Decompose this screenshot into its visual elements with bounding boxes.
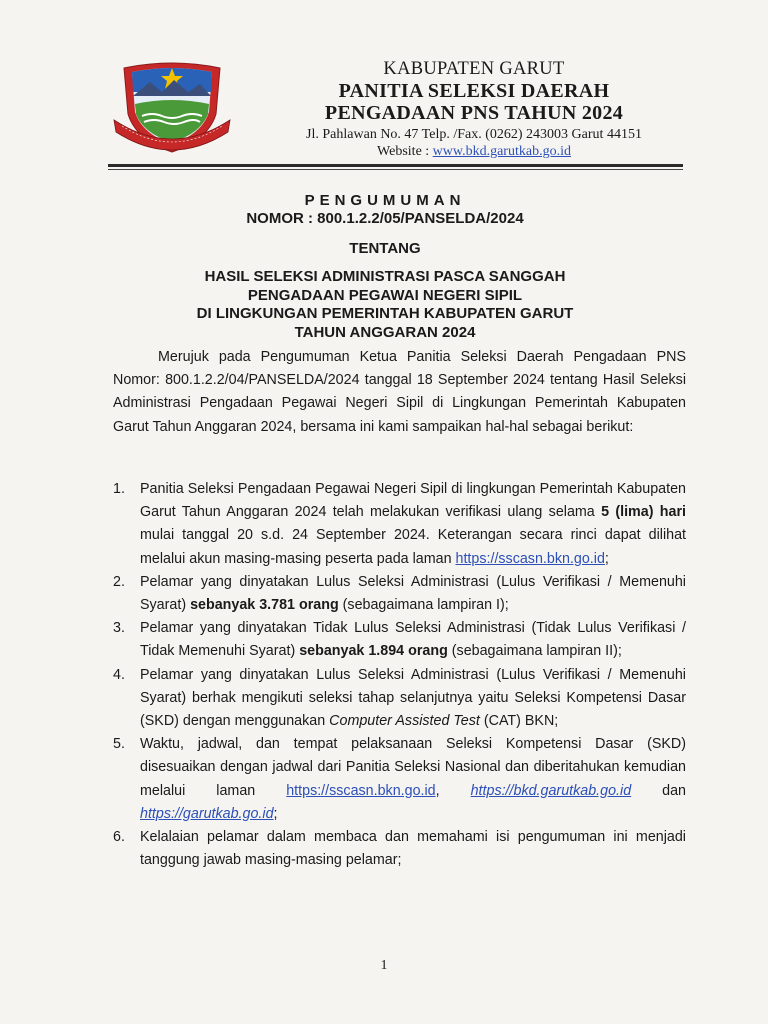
about-heading: TENTANG [349, 240, 421, 257]
item-text: (sebagaimana lampiran II); [447, 643, 622, 660]
item-text: mulai tanggal 20 s.d. 24 September 2024. Keterangan secara rinci dapat dilihat melalui akun masing-masing peserta pada laman [140, 527, 686, 567]
bkd-garut-link[interactable]: https://bkd.garutkab.go.id [470, 782, 632, 799]
website-link[interactable]: www.bkd.garutkab.go.id [432, 144, 571, 159]
list-number: 5. [113, 736, 125, 753]
list-number: 6. [113, 829, 125, 846]
list-number: 4. [113, 666, 125, 683]
website-label: Website : [377, 144, 430, 159]
announcement-heading: PENGUMUMAN [304, 192, 466, 209]
subject [100, 268, 670, 342]
announcement-title [100, 192, 670, 342]
list-number: 2. [113, 573, 125, 590]
item-text: Panitia Seleksi Pengadaan Pegawai Negeri Sipil di lingkungan Pemerintah Kabupaten Garut Tahun Anggaran 2024 telah melakukan verifikasi ulang selama [140, 481, 686, 521]
item-emphasis: sebanyak 1.894 orang [299, 643, 448, 660]
list-item [113, 826, 686, 872]
subject-line-3: DI LINGKUNGAN PEMERINTAH KABUPATEN GARUT [196, 305, 574, 322]
item-text: , [435, 782, 471, 799]
announcement-list [113, 478, 686, 872]
subject-line-1: HASIL SELEKSI ADMINISTRASI PASCA SANGGAH [204, 268, 566, 285]
subject-line-2: PENGADAAN PEGAWAI NEGERI SIPIL [247, 286, 523, 304]
list-item [113, 571, 686, 617]
header-divider-thick [108, 164, 683, 167]
item-emphasis: sebanyak 3.781 orang [190, 597, 339, 614]
item-italic: Computer Assisted Test [329, 713, 480, 730]
announcement-number: NOMOR : 800.1.2.2/05/PANSELDA/2024 [246, 210, 524, 227]
list-item [113, 617, 686, 663]
committee-name: PANITIA SELEKSI DAERAH [338, 80, 610, 102]
website-line [262, 143, 686, 160]
item-text: Waktu, jadwal, dan tempat pelaksanaan Seleksi Kompetensi Dasar (SKD) disesuaikan dengan jadwal dari Panitia Seleksi Nasional dan diberitahukan kemudian melalui laman [140, 736, 686, 799]
item-text: Pelamar yang dinyatakan Lulus Seleksi Administrasi (Lulus Verifikasi / Memenuhi Syarat) [140, 573, 686, 614]
list-number: 3. [113, 620, 125, 637]
item-text: ; [273, 805, 278, 822]
item-text: (CAT) BKN; [479, 713, 559, 730]
page-number: 1 [380, 958, 388, 973]
item-text: dan [631, 782, 686, 799]
item-text: Pelamar yang dinyatakan Lulus Seleksi Administrasi (Lulus Verifikasi / Memenuhi Syarat) berhak mengikuti seleksi tahap selanjutnya yaitu Seleksi Kompetensi Dasar (SKD) dengan menggunakan [140, 666, 686, 730]
header-divider-thin [108, 169, 683, 170]
item-text: Pelamar yang dinyatakan Tidak Lulus Seleksi Administrasi (Tidak Lulus Verifikasi / Tidak Memenuhi Syarat) [140, 620, 686, 660]
list-item [113, 478, 686, 571]
letterhead [262, 58, 686, 160]
item-text: (sebagaimana lampiran I); [338, 597, 509, 614]
sscasn-link[interactable]: https://sscasn.bkn.go.id [286, 782, 436, 799]
list-item [113, 733, 686, 826]
list-item [113, 664, 686, 734]
address: Jl. Pahlawan No. 47 Telp. /Fax. (0262) 243003 Garut 44151 [306, 127, 642, 142]
intro-paragraph: Merujuk pada Pengumuman Ketua Panitia Seleksi Daerah Pengadaan PNS Nomor: 800.1.2.2/04/PANSELDA/2024 tanggal 18 September 2024 tentang Hasil Seleksi Administrasi Pengadaan Pegawai Negeri Sipil di Lingkungan Pemerintah Kabupaten Garut Tahun Anggaran 2024, bersama ini kami sampaikan hal-hal sebagai berikut: [113, 349, 686, 435]
sscasn-link[interactable]: https://sscasn.bkn.go.id [455, 550, 605, 567]
regency-name: KABUPATEN GARUT [383, 59, 565, 79]
garut-coat-of-arms-logo [112, 56, 232, 156]
item-text: Kelalaian pelamar dalam membaca dan memahami isi pengumuman ini menjadi tanggung jawab masing-masing pelamar; [140, 829, 686, 869]
program-name: PENGADAAN PNS TAHUN 2024 [324, 102, 624, 124]
garutkab-link[interactable]: https://garutkab.go.id [140, 805, 274, 822]
item-text: ; [604, 550, 609, 567]
subject-line-4: TAHUN ANGGARAN 2024 [294, 323, 476, 341]
list-number: 1. [113, 481, 125, 497]
item-emphasis: 5 (lima) hari [601, 504, 686, 521]
